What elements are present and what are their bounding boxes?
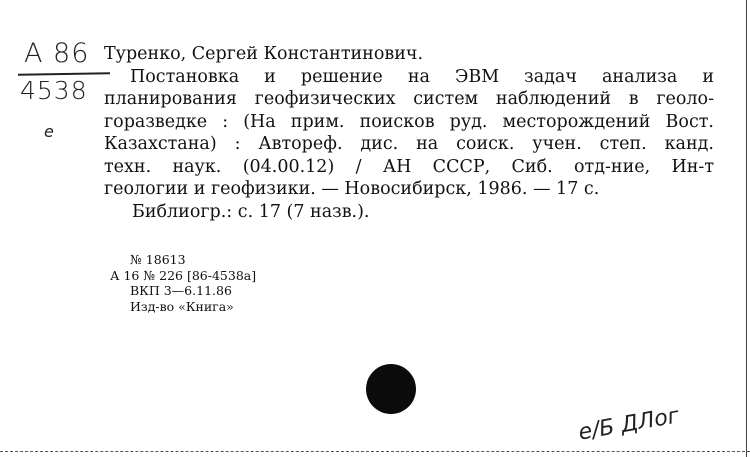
title-line-6: геологии и геофизики. — Новосибирск, 1986. — 17 с. — [104, 179, 600, 199]
handwritten-mark: е — [44, 122, 54, 141]
card-bottom-edge — [0, 451, 750, 453]
bibliography-note: Библиогр.: с. 17 (7 назв.). — [132, 201, 370, 222]
publisher-line: Изд-во «Книга» — [130, 298, 234, 314]
title-line-4: Казахстана) : Автореф. дис. на соиск. учен. степ. канд. — [104, 134, 714, 154]
vkp-line: ВКП 3—6.11.86 — [130, 283, 232, 298]
title-line-3: горазведке : (На прим. поисков руд. месторождений Вост. — [104, 111, 714, 132]
card-right-edge — [746, 0, 747, 457]
title-line-1: Постановка и решение на ЭВМ задач анализа и — [130, 66, 714, 87]
handwritten-stamp: е/Б ДЛог — [576, 403, 682, 446]
card-number: № 18613 — [130, 252, 186, 267]
title-line-2: планирования геофизических систем наблюдений в геоло- — [104, 89, 714, 109]
title-line-5: техн. наук. (04.00.12) / АН СССР, Сиб. отд-ние, Ин-т — [104, 156, 714, 177]
imprint-block — [110, 252, 256, 314]
shelf-mark-line2: 4538 — [20, 76, 88, 105]
author-heading: Туренко, Сергей Константинович. — [104, 44, 424, 64]
shelf-mark-line1: А 86 — [24, 38, 90, 69]
punch-hole — [366, 364, 416, 414]
registry-number: А 16 № 226 [86-4538а] — [110, 267, 257, 283]
bibliographic-entry — [104, 43, 714, 223]
